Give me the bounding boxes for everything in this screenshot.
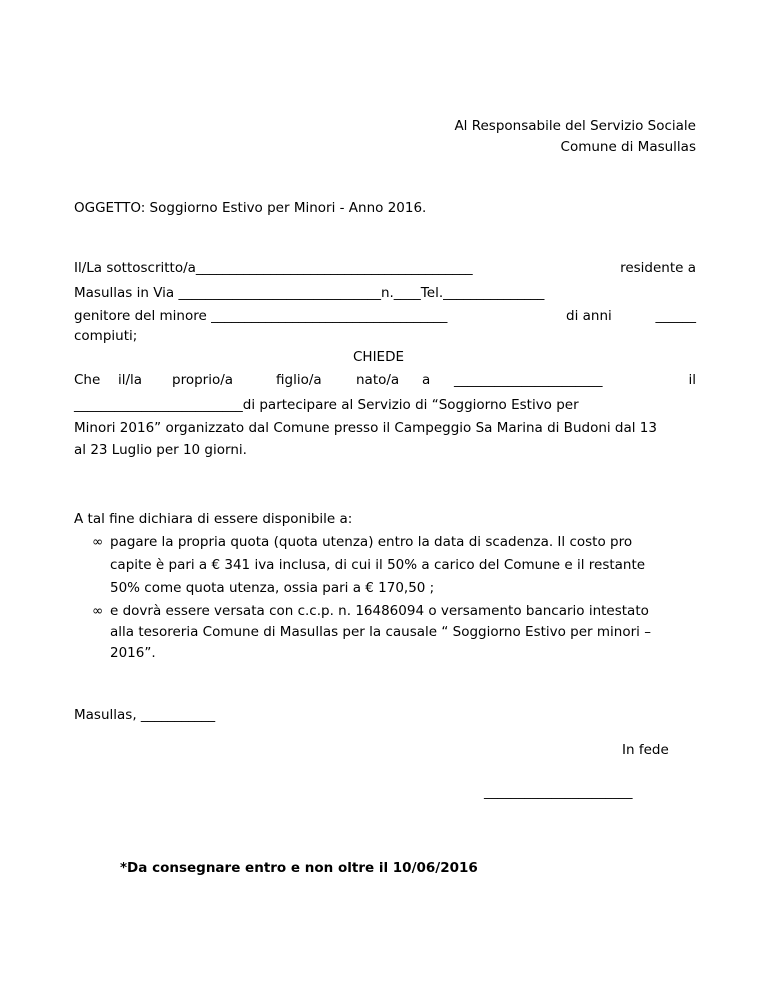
subject-line: OGGETTO: Soggiorno Estivo per Minori - Anno 2016. [74, 200, 427, 216]
request-line-3: Minori 2016” organizzato dal Comune presso il Campeggio Sa Marina di Budoni dal 13 [74, 420, 657, 436]
request-word-il: il [688, 372, 696, 388]
signature-label: In fede [622, 742, 669, 758]
request-word-a: a [422, 372, 431, 388]
request-word-proprio: proprio/a [172, 372, 234, 388]
bullet-2-icon: ∞ [92, 603, 104, 619]
declarant-minor-line: genitore del minore ___________________________________ [74, 308, 448, 324]
request-word-nato: nato/a [356, 372, 400, 388]
declarant-completed: compiuti; [74, 328, 138, 344]
declarant-residence-label: residente a [620, 260, 696, 276]
request-word-illa: il/la [118, 372, 143, 388]
bullet-2-line-3: 2016”. [110, 645, 156, 661]
bullet-1-line-2: capite è pari a € 341 iva inclusa, di cui il 50% a carico del Comune e il restante [110, 557, 646, 573]
bullet-2-line-1: e dovrà essere versata con c.c.p. n. 16486094 o versamento bancario intestato [110, 603, 649, 619]
request-line-2: _________________________di partecipare al Servizio di “Soggiorno Estivo per [74, 397, 579, 413]
place-date-line: Masullas, ___________ [74, 707, 216, 723]
request-word-che: Che [74, 372, 101, 388]
signature-line: ______________________ [484, 784, 633, 800]
request-word-figlio: figlio/a [276, 372, 322, 388]
request-birthplace-blank: ______________________ [454, 372, 603, 388]
recipient-line-2: Comune di Masullas [560, 139, 696, 155]
bullet-1-line-1: pagare la propria quota (quota utenza) entro la data di scadenza. Il costo pro [110, 534, 633, 550]
deadline-note: *Da consegnare entro e non oltre il 10/06/2016 [120, 860, 478, 876]
request-heading: CHIEDE [353, 349, 405, 365]
request-line-4: al 23 Luglio per 10 giorni. [74, 442, 247, 458]
availability-intro: A tal fine dichiara di essere disponibile a: [74, 511, 353, 527]
declarant-address-line: Masullas in Via ______________________________n.____Tel._______________ [74, 285, 545, 301]
declarant-age-blank: ______ [655, 308, 696, 324]
declarant-name-line: Il/La sottoscritto/a_________________________________________ [74, 260, 473, 276]
bullet-1-icon: ∞ [92, 534, 104, 550]
declarant-age-label: di anni [566, 308, 612, 324]
bullet-2-line-2: alla tesoreria Comune di Masullas per la causale “ Soggiorno Estivo per minori – [110, 624, 651, 640]
bullet-1-line-3: 50% come quota utenza, ossia pari a € 170,50 ; [110, 580, 435, 596]
recipient-line-1: Al Responsabile del Servizio Sociale [454, 118, 696, 134]
